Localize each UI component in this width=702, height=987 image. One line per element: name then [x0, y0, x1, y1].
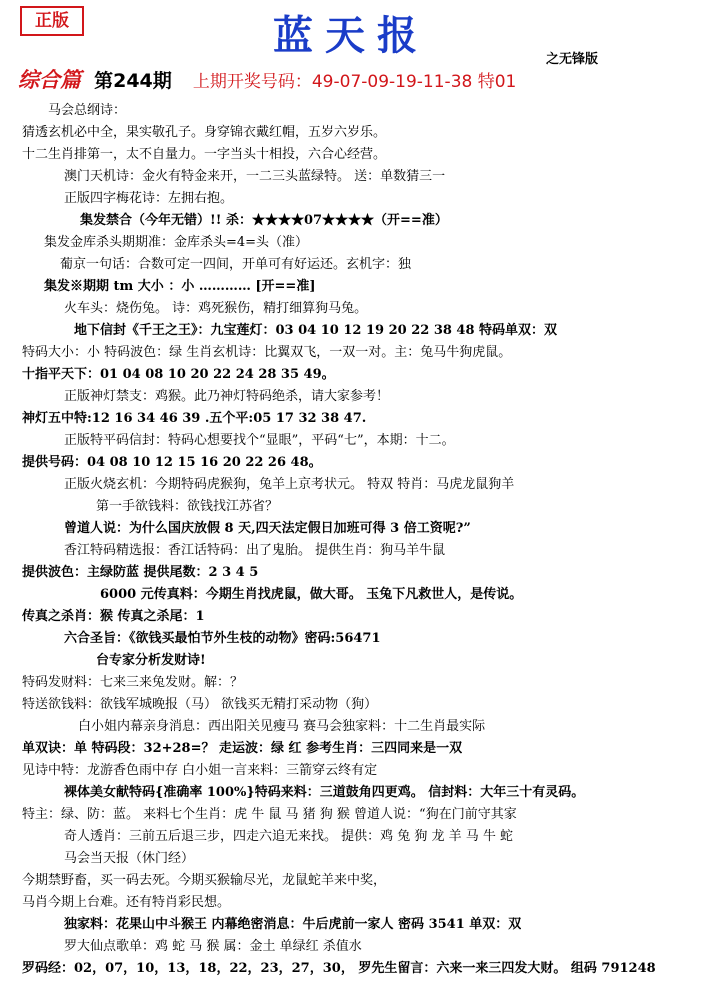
- text-line: 白小姐内幕亲身消息：西出阳关见瘦马 赛马会独家料：十二生肖最实际: [78, 719, 486, 734]
- text-line: 集发禁合（今年无错）!! 杀：★★★★07★★★★（开==准）: [80, 213, 448, 228]
- text-line: 正版火烧玄机：今期特码虎猴狗，兔羊上京考状元。 特双 特肖：马虎龙鼠狗羊: [64, 477, 515, 492]
- text-line: 马肖今期上台难。还有特肖彩民想。: [22, 895, 231, 910]
- text-line: 单双诀：单 特码段：32+28=？ 走运波：绿 红 参考生肖：三四同来是一双: [22, 741, 463, 756]
- text-line: 马会当天报（休门经）: [64, 851, 195, 866]
- text-line: 提供波色：主绿防蓝 提供尾数：2 3 4 5: [22, 565, 259, 580]
- text-line: 猜透玄机必中全，果实敬孔子。身穿锦衣戴红帽，五岁六岁乐。: [22, 125, 387, 140]
- last-draw-numbers: 上期开奖号码：49-07-09-19-11-38 特01: [192, 72, 517, 92]
- text-line: 马会总纲诗：: [48, 103, 127, 118]
- text-line: 罗码经：02，07，10，13，18，22，23，27，30， 罗先生留言：六来一来三四发大财。 组码 791248: [22, 961, 656, 976]
- text-line: 神灯五中特:12 16 34 46 39 .五个平:05 17 32 38 47.: [22, 411, 367, 426]
- text-line: 独家料：花果山中斗猴王 内幕绝密消息：牛后虎前一家人 密码 3541 单双：双: [64, 917, 522, 932]
- genuine-badge: 正版: [20, 6, 84, 36]
- text-line: 特码发财料：七来三来兔发财。解：？: [22, 675, 244, 690]
- section-label: 综合篇: [18, 67, 81, 92]
- edition-label: 之无锋版: [546, 52, 599, 67]
- issue-header: [18, 64, 698, 94]
- text-line: 葡京一句话：合数可定一四间，开单可有好运还。玄机字：独: [60, 257, 412, 272]
- text-line: 正版特平码信封：特码心想要找个“显眼”，平码“七”，本期：十二。: [64, 433, 455, 448]
- issue-number: 第244期: [94, 70, 172, 92]
- paper-title: 蓝天报: [273, 12, 429, 59]
- text-line: 正版四字梅花诗：左拥右抱。: [64, 191, 234, 206]
- text-line: 集发※期期 tm 大小 ：小 ………… [开==准]: [44, 279, 316, 294]
- text-line: 奇人透肖：三前五后退三步，四走六追无来找。 提供：鸡 兔 狗 龙 羊 马 牛 蛇: [64, 829, 514, 844]
- text-line: 集发金库杀头期期准：金库杀头=4=头（准）: [44, 235, 309, 250]
- text-line: 裸体美女献特码{准确率 100%}特码来料：三道鼓角四更鸡。 信封料：大年三十有灵码。: [64, 785, 585, 800]
- text-line: 提供号码：04 08 10 12 15 16 20 22 26 48。: [22, 455, 322, 470]
- text-line: 十指平天下：01 04 08 10 20 22 24 28 35 49。: [22, 367, 335, 382]
- text-line: 曾道人说：为什么国庆放假 8 天,四天法定假日加班可得 3 倍工资呢?”: [64, 521, 471, 536]
- text-line: 见诗中特：龙游香色雨中存 白小姐一言来料：三箭穿云终有定: [22, 763, 378, 778]
- text-line: 6000 元传真料：今期生肖找虎鼠，做大哥。 玉兔下凡救世人，是传说。: [100, 587, 523, 602]
- text-line: 地下信封《千王之王》：九宝莲灯：03 04 10 12 19 20 22 38 48 特码单双：双: [74, 323, 558, 338]
- text-line: 今期禁野畜，买一码去死。今期买猴输尽光，龙鼠蛇羊来中奖，: [22, 873, 387, 888]
- text-line: 特送欲钱料：欲钱军城晚报（马） 欲钱买无精打采动物（狗）: [22, 697, 378, 712]
- text-line: 第一手欲钱料：欲钱找江苏省？: [96, 499, 279, 514]
- text-line: 特主：绿、防：蓝。 来料七个生肖：虎 牛 鼠 马 猪 狗 猴 曾道人说：“狗在门前守其家: [22, 807, 517, 822]
- text-line: 香江特码精选报：香江话特码：出了鬼胎。 提供生肖：狗马羊牛鼠: [64, 543, 446, 558]
- text-line: 台专家分析发财诗!: [96, 653, 206, 668]
- text-line: 火车头：烧伤兔。 诗：鸡死猴伤，精打细算狗马兔。: [64, 301, 368, 316]
- text-line: 正版神灯禁支：鸡猴。此乃神灯特码绝杀，请大家参考！: [64, 389, 390, 404]
- text-line: 特码大小：小 特码波色：绿 生肖玄机诗：比翼双飞，一双一对。主：兔马牛狗虎鼠。: [22, 345, 512, 360]
- text-line: 六合圣旨：《欲钱买最怕节外生枝的动物》密码:56471: [64, 631, 381, 646]
- text-line: 十二生肖排第一，太不自量力。一字当头十相投，六合心经营。: [22, 147, 387, 162]
- text-line: 澳门天机诗：金火有特金来开，一二三头蓝绿特。 送：单数猜三一: [64, 169, 446, 184]
- text-line: 传真之杀肖：猴 传真之杀尾：1: [22, 609, 205, 624]
- text-line: 罗大仙点歌单：鸡 蛇 马 猴 属：金土 单绿红 杀值水: [64, 939, 362, 954]
